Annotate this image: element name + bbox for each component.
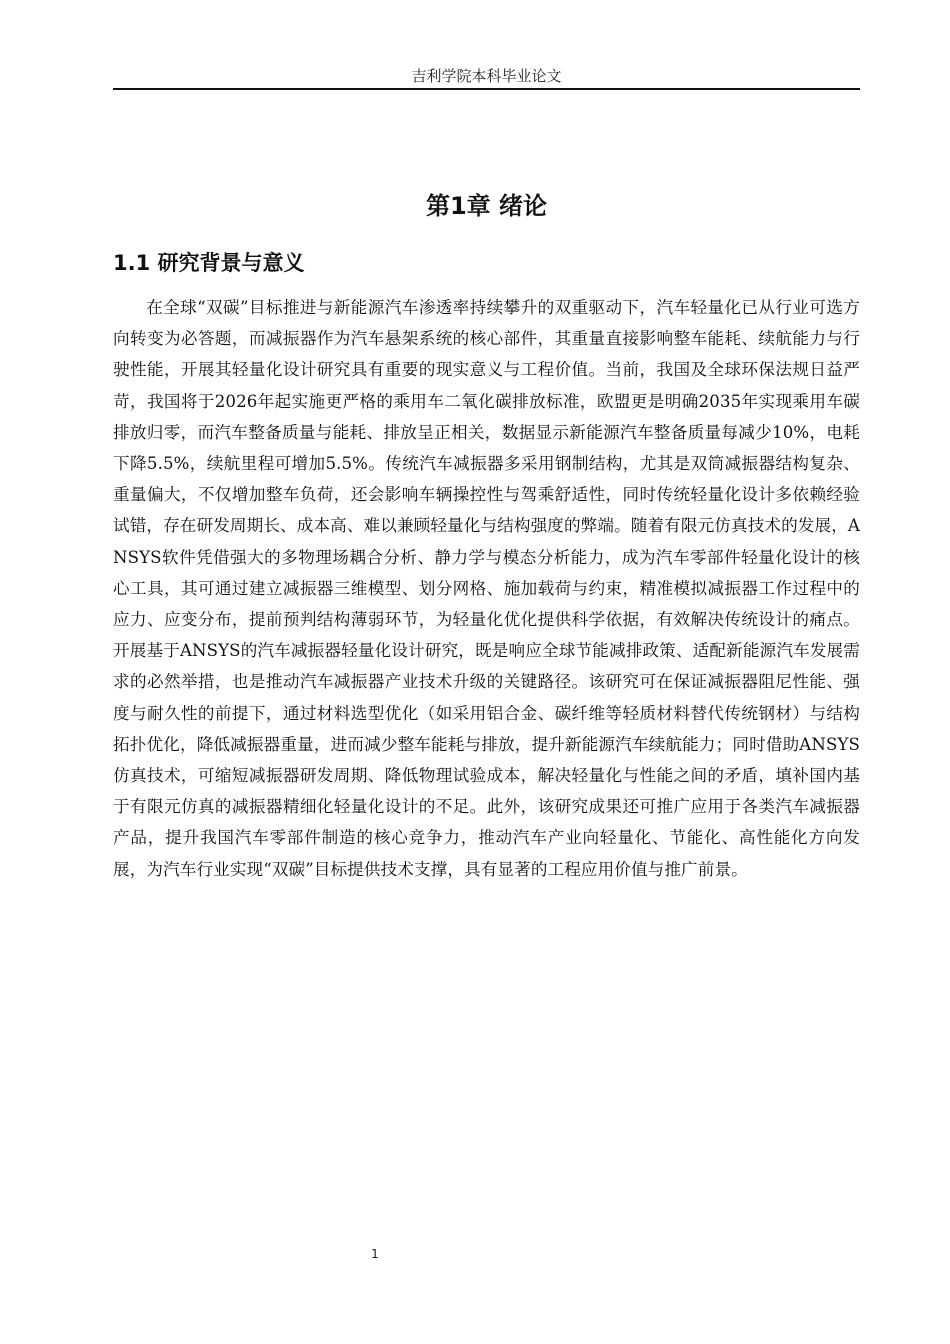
section-heading: 1.1 研究背景与意义 xyxy=(113,251,305,275)
chapter-title: 第1章 绪论 xyxy=(425,192,548,220)
header-divider xyxy=(113,88,860,90)
running-header-title: 吉利学院本科毕业论文 xyxy=(411,67,562,85)
page-number: 1 xyxy=(371,1247,379,1261)
body-paragraph: 在全球“双碳”目标推进与新能源汽车渗透率持续攀升的双重驱动下，汽车轻量化已从行业可选方向转变为必答题，而减振器作为汽车悬架系统的核心部件，其重量直接影响整车能耗、续航能力与行驶性能，开展其轻量化设计研究具有重要的现实意义与工程价值。当前，我国及全球环保法规日益严苛，我国将于2026年起实施更严格的乘用车二氧化碳排放标准，欧盟更是明确2035年实现乘用车碳排放归零，而汽车整备质量与能耗、排放呈正相关，数据显示新能源汽车整备质量每减少10%，电耗下降5.5%，续航里程可增加5.5%。传统汽车减振器多采用钢制结构，尤其是双筒减振器结构复杂、重量偏大，不仅增加整车负荷，还会影响车辆操控性与驾乘舒适性，同时传统轻量化设计多依赖经验试错，存在研发周期长、成本高、难以兼顾轻量化与结构强度的弊端。随着有限元仿真技术的发展，ANSYS软件凭借强大的多物理场耦合分析、静力学与模态分析能力，成为汽车零部件轻量化设计的核心工具，其可通过建立减振器三维模型、划分网格、施加载荷与约束，精准模拟减振器工作过程中的应力、应变分布，提前预判结构薄弱环节，为轻量化优化提供科学依据，有效解决传统设计的痛点。开展基于ANSYS的汽车减振器轻量化设计研究，既是响应全球节能减排政策、适配新能源汽车发展需求的必然举措，也是推动汽车减振器产业技术升级的关键路径。该研究可在保证减振器阻尼性能、强度与耐久性的前提下，通过材料选型优化（如采用铝合金、碳纤维等轻质材料替代传统钢材）与结构拓扑优化，降低减振器重量，进而减少整车能耗与排放，提升新能源汽车续航能力；同时借助ANSYS仿真技术，可缩短减振器研发周期、降低物理试验成本，解决轻量化与性能之间的矛盾，填补国内基于有限元仿真的减振器精细化轻量化设计的不足。此外，该研究成果还可推广应用于各类汽车减振器产品，提升我国汽车零部件制造的核心竞争力，推动汽车产业向轻量化、节能化、高性能化方向发展，为汽车行业实现“双碳”目标提供技术支撑，具有显著的工程应用价值与推广前景。 xyxy=(113,298,860,879)
